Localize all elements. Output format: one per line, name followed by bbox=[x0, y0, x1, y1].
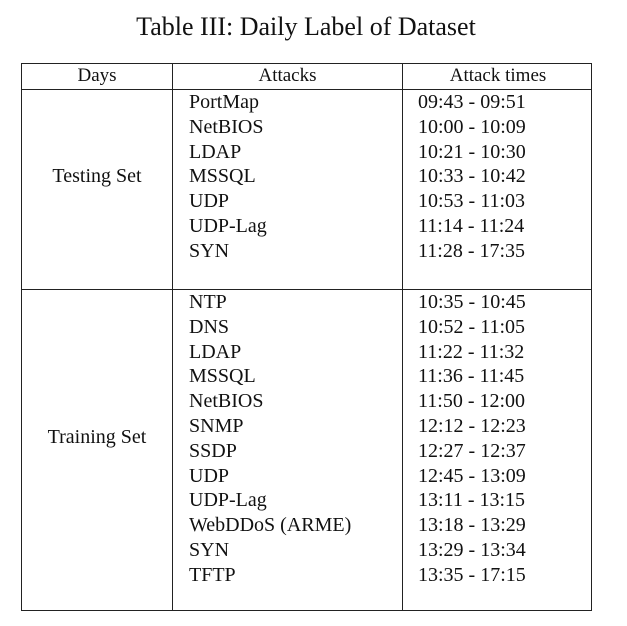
testing-set-group bbox=[22, 90, 593, 289]
attack-name: SNMP bbox=[189, 414, 244, 437]
table-row bbox=[22, 189, 593, 214]
table-row bbox=[22, 290, 593, 315]
table-row bbox=[22, 164, 593, 189]
attack-name: UDP-Lag bbox=[189, 214, 267, 237]
table-row bbox=[22, 214, 593, 239]
attack-time: 13:11 - 13:15 bbox=[418, 489, 526, 512]
table-row bbox=[22, 389, 593, 414]
attack-time: 10:35 - 10:45 bbox=[418, 291, 526, 313]
attack-time: 11:36 - 11:45 bbox=[418, 365, 525, 388]
attack-name: LDAP bbox=[189, 140, 242, 163]
attack-time: 13:35 - 17:15 bbox=[418, 563, 526, 586]
attack-name: SYN bbox=[189, 538, 230, 561]
attack-time: 10:53 - 11:03 bbox=[418, 190, 526, 213]
attack-time: 11:50 - 12:00 bbox=[418, 390, 526, 413]
attack-name: UDP-Lag bbox=[189, 489, 267, 512]
table-row bbox=[22, 563, 593, 588]
table-row bbox=[22, 464, 593, 489]
attack-time: 13:29 - 13:34 bbox=[418, 538, 526, 561]
table-row bbox=[22, 115, 593, 140]
table-row bbox=[22, 488, 593, 513]
table-row bbox=[22, 140, 593, 165]
attack-time: 13:18 - 13:29 bbox=[418, 514, 526, 537]
attack-time: 11:22 - 11:32 bbox=[418, 340, 525, 363]
attack-name: MSSQL bbox=[189, 365, 256, 388]
attack-name: PortMap bbox=[189, 91, 259, 113]
training-set-rows bbox=[22, 290, 593, 588]
attack-time: 10:21 - 10:30 bbox=[418, 140, 526, 163]
attack-time: 09:43 - 09:51 bbox=[418, 91, 526, 113]
attack-name: NetBIOS bbox=[189, 390, 264, 413]
attack-time: 11:14 - 11:24 bbox=[418, 214, 525, 237]
training-set-group bbox=[22, 290, 593, 611]
table-row bbox=[22, 340, 593, 365]
attack-name: DNS bbox=[189, 315, 230, 338]
testing-set-rows bbox=[22, 90, 593, 264]
table-caption: Table III: Daily Label of Dataset bbox=[136, 12, 476, 41]
attack-name: NetBIOS bbox=[189, 115, 264, 138]
day-label: Training Set bbox=[47, 426, 147, 448]
daily-label-table bbox=[21, 63, 592, 611]
attack-name: TFTP bbox=[189, 563, 236, 586]
attack-time: 10:52 - 11:05 bbox=[418, 315, 526, 338]
table-row bbox=[22, 364, 593, 389]
attack-name: UDP bbox=[189, 464, 230, 487]
attack-time: 10:00 - 10:09 bbox=[418, 115, 526, 138]
attack-name: MSSQL bbox=[189, 165, 256, 188]
column-header-attacks: Attacks bbox=[258, 65, 317, 86]
attack-time: 11:28 - 17:35 bbox=[418, 239, 526, 262]
table-row bbox=[22, 513, 593, 538]
attack-time: 12:27 - 12:37 bbox=[418, 439, 526, 462]
column-header-days: Days bbox=[77, 65, 117, 86]
day-label: Testing Set bbox=[52, 165, 142, 187]
attack-name: UDP bbox=[189, 190, 230, 213]
attack-name: SYN bbox=[189, 239, 230, 262]
table-row bbox=[22, 315, 593, 340]
table-row bbox=[22, 439, 593, 464]
attack-time: 12:12 - 12:23 bbox=[418, 414, 526, 437]
attack-time: 10:33 - 10:42 bbox=[418, 165, 526, 188]
attack-name: NTP bbox=[189, 291, 227, 313]
table-row bbox=[22, 414, 593, 439]
attack-name: WebDDoS (ARME) bbox=[189, 514, 352, 537]
attack-time: 12:45 - 13:09 bbox=[418, 464, 526, 487]
column-header-attack-times: Attack times bbox=[449, 65, 547, 86]
table-row bbox=[22, 239, 593, 264]
table-row bbox=[22, 90, 593, 115]
attack-name: LDAP bbox=[189, 340, 242, 363]
table-row bbox=[22, 538, 593, 563]
attack-name: SSDP bbox=[189, 439, 237, 462]
